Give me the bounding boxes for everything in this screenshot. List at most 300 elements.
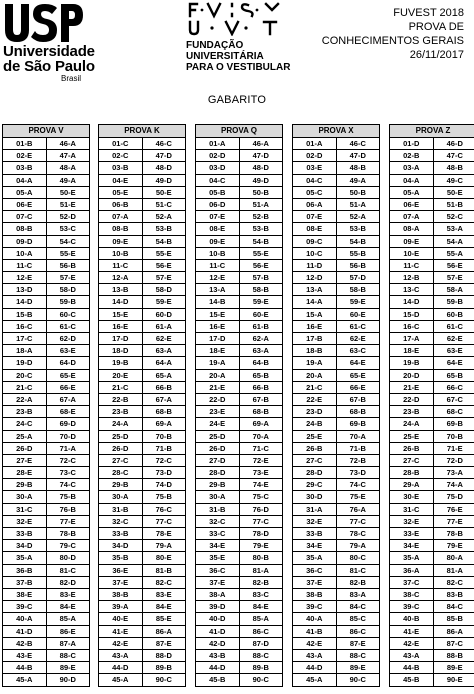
answer-cell: 45-B xyxy=(209,675,226,685)
table-row xyxy=(390,540,474,552)
table-row xyxy=(390,296,474,308)
exam-name-line1: PROVA DE xyxy=(408,21,464,33)
answer-cell: 03-E xyxy=(306,163,323,173)
answer-cell: 22-E xyxy=(306,394,323,404)
answer-cell: 77-E xyxy=(433,516,474,527)
answer-cell: 53-B xyxy=(239,223,283,234)
table-row xyxy=(196,333,282,345)
table-row xyxy=(293,406,379,418)
answer-cell: 30-D xyxy=(306,492,323,502)
answer-cell: 05-C xyxy=(306,187,323,197)
answer-cell: 46-A xyxy=(46,138,90,149)
answer-cell: 51-A xyxy=(336,199,380,210)
table-row xyxy=(99,504,185,516)
table-row xyxy=(293,162,379,174)
table-row xyxy=(3,150,89,162)
answer-cell: 45-B xyxy=(403,675,420,685)
answer-cell: 39-C xyxy=(403,602,420,612)
table-row xyxy=(196,248,282,260)
answer-cell: 17-D xyxy=(112,334,129,343)
table-row xyxy=(3,467,89,479)
usp-name-line2: de São Paulo xyxy=(3,58,95,75)
answer-cell: 55-B xyxy=(336,248,380,259)
answer-cell: 67-A xyxy=(142,394,186,405)
answer-cell: 44-B xyxy=(403,663,420,673)
answer-cell: 01-A xyxy=(306,139,323,148)
answer-cell: 34-E xyxy=(403,541,420,551)
answer-cell: 89-E xyxy=(433,662,474,673)
answer-cell: 60-E xyxy=(239,309,283,320)
answer-cell: 25-E xyxy=(306,431,323,441)
answer-cell: 17-B xyxy=(306,334,323,343)
answer-cell: 29-B xyxy=(112,480,129,490)
answer-cell: 24-A xyxy=(403,419,420,429)
answer-cell: 08-B xyxy=(112,224,129,234)
answer-cell: 44-D xyxy=(209,663,226,673)
answer-cell: 57-E xyxy=(433,272,474,283)
answer-cell: 36-B xyxy=(16,565,33,575)
answer-cell: 11-C xyxy=(112,260,129,270)
answer-cell: 34-E xyxy=(306,541,323,551)
table-row xyxy=(196,626,282,638)
table-row xyxy=(99,309,185,321)
table-row xyxy=(99,479,185,491)
table-row xyxy=(196,504,282,516)
answer-cell: 75-D xyxy=(433,491,474,502)
answer-cell: 06-A xyxy=(306,199,323,209)
answer-cell: 12-B xyxy=(403,273,420,283)
answer-cell: 85-C xyxy=(336,613,380,624)
answer-cell: 77-C xyxy=(142,516,186,527)
table-row xyxy=(3,370,89,382)
answer-cell: 69-A xyxy=(142,418,186,429)
table-row xyxy=(293,577,379,589)
answer-cell: 85-A xyxy=(46,613,90,624)
table-row xyxy=(390,394,474,406)
answer-cell: 39-C xyxy=(306,602,323,612)
table-row xyxy=(390,382,474,394)
answer-cell: 65-A xyxy=(142,370,186,381)
table-row xyxy=(3,577,89,589)
table-row xyxy=(99,638,185,650)
answer-cell: 74-E xyxy=(239,479,283,490)
answer-cell: 22-A xyxy=(16,394,33,404)
answer-cell: 38-E xyxy=(16,589,33,599)
answer-cell: 53-A xyxy=(433,223,474,234)
table-row xyxy=(99,272,185,284)
answer-cell: 27-D xyxy=(209,455,226,465)
answer-cell: 11-D xyxy=(306,260,323,270)
table-row xyxy=(99,248,185,260)
answer-cell: 62-E xyxy=(142,333,186,344)
table-row xyxy=(3,357,89,369)
answer-cell: 38-C xyxy=(403,589,420,599)
answer-cell: 16-C xyxy=(16,321,33,331)
table-row xyxy=(99,357,185,369)
table-row xyxy=(196,260,282,272)
table-row xyxy=(196,491,282,503)
answer-cell: 62-A xyxy=(239,333,283,344)
answer-cell: 87-C xyxy=(433,638,474,649)
answer-cell: 68-B xyxy=(239,406,283,417)
table-row xyxy=(3,638,89,650)
answer-cell: 55-E xyxy=(142,248,186,259)
answer-cell: 04-A xyxy=(403,175,420,185)
answer-cell: 57-E xyxy=(142,272,186,283)
table-row xyxy=(293,443,379,455)
answer-cell: 21-E xyxy=(403,382,420,392)
answer-cell: 27-C xyxy=(306,455,323,465)
answer-cell: 29-B xyxy=(209,480,226,490)
answer-cell: 47-A xyxy=(46,150,90,161)
answer-cell: 19-D xyxy=(16,358,33,368)
answer-cell: 01-B xyxy=(16,139,33,148)
answer-cell: 12-D xyxy=(306,273,323,283)
table-row xyxy=(3,565,89,577)
answer-cell: 54-B xyxy=(239,236,283,247)
table-row xyxy=(3,345,89,357)
answer-cell: 37-B xyxy=(16,577,33,587)
answer-cell: 90-D xyxy=(46,674,90,686)
answer-cell: 79-A xyxy=(336,540,380,551)
answer-table-header: PROVA Q xyxy=(196,125,282,138)
answer-cell: 87-E xyxy=(142,638,186,649)
table-row xyxy=(99,662,185,674)
answer-cell: 54-B xyxy=(142,236,186,247)
answer-cell: 24-C xyxy=(16,419,33,429)
answer-cell: 33-B xyxy=(306,529,323,538)
answer-cell: 85-A xyxy=(239,613,283,624)
answer-cell: 49-A xyxy=(336,175,380,186)
table-row xyxy=(196,589,282,601)
answer-cell: 05-B xyxy=(209,187,226,197)
answer-cell: 74-C xyxy=(46,479,90,490)
answer-cell: 14-D xyxy=(16,297,33,307)
answer-cell: 86-C xyxy=(239,626,283,637)
table-row xyxy=(293,626,379,638)
table-row xyxy=(99,187,185,199)
answer-cell: 66-B xyxy=(239,382,283,393)
answer-cell: 82-C xyxy=(142,577,186,588)
table-row xyxy=(293,296,379,308)
answer-cell: 84-E xyxy=(46,601,90,612)
answer-cell: 18-D xyxy=(112,346,129,356)
answer-cell: 10-A xyxy=(16,248,33,258)
table-row xyxy=(390,565,474,577)
table-row xyxy=(3,309,89,321)
table-row xyxy=(99,333,185,345)
table-row xyxy=(293,138,379,150)
answer-cell: 79-C xyxy=(46,540,90,551)
answer-cell: 51-B xyxy=(433,199,474,210)
answer-cell: 23-B xyxy=(112,407,129,417)
table-row xyxy=(99,443,185,455)
answer-cell: 56-E xyxy=(142,260,186,271)
table-row xyxy=(196,674,282,686)
table-row xyxy=(3,211,89,223)
answer-cell: 66-E xyxy=(46,382,90,393)
answer-table xyxy=(292,124,380,687)
answer-cell: 13-B xyxy=(112,285,129,295)
table-row xyxy=(3,540,89,552)
answer-cell: 87-E xyxy=(336,638,380,649)
answer-cell: 64-E xyxy=(433,357,474,368)
answer-cell: 02-D xyxy=(306,151,323,161)
answer-cell: 01-A xyxy=(209,139,226,148)
answer-cell: 08-B xyxy=(16,224,33,234)
answer-cell: 56-E xyxy=(239,260,283,271)
answer-cell: 10-B xyxy=(112,248,129,258)
answer-cell: 28-E xyxy=(16,468,33,478)
table-row xyxy=(293,504,379,516)
answer-cell: 24-A xyxy=(112,419,129,429)
answer-cell: 76-E xyxy=(433,504,474,515)
answer-cell: 35-A xyxy=(16,553,33,563)
answer-cell: 43-B xyxy=(209,650,226,660)
answer-cell: 02-D xyxy=(209,151,226,161)
table-row xyxy=(293,333,379,345)
answer-cell: 59-E xyxy=(239,296,283,307)
answer-cell: 50-E xyxy=(142,187,186,198)
exam-info xyxy=(322,6,464,62)
answer-cell: 41-E xyxy=(112,626,129,636)
answer-cell: 48-D xyxy=(239,162,283,173)
answer-cell: 53-C xyxy=(46,223,90,234)
table-row xyxy=(293,382,379,394)
answer-cell: 07-C xyxy=(16,212,33,222)
table-row xyxy=(99,370,185,382)
answer-cell: 49-A xyxy=(46,175,90,186)
table-row xyxy=(390,236,474,248)
table-row xyxy=(3,674,89,686)
answer-cell: 71-B xyxy=(142,443,186,454)
answer-cell: 16-E xyxy=(306,321,323,331)
answer-cell: 38-B xyxy=(306,589,323,599)
answer-cell: 11-C xyxy=(403,260,420,270)
answer-cell: 51-E xyxy=(46,199,90,210)
table-row xyxy=(390,431,474,443)
answer-cell: 46-A xyxy=(239,138,283,149)
answer-cell: 34-D xyxy=(112,541,129,551)
answer-cell: 22-D xyxy=(209,394,226,404)
table-row xyxy=(196,345,282,357)
table-row xyxy=(196,223,282,235)
table-row xyxy=(293,223,379,235)
table-row xyxy=(99,467,185,479)
answer-cell: 80-B xyxy=(239,552,283,563)
answer-cell: 07-A xyxy=(112,212,129,222)
answer-cell: 15-A xyxy=(306,309,323,319)
answer-cell: 30-A xyxy=(16,492,33,502)
answer-cell: 55-A xyxy=(433,248,474,259)
answer-cell: 81-C xyxy=(46,565,90,576)
table-row xyxy=(3,260,89,272)
answer-cell: 33-B xyxy=(16,529,33,538)
table-row xyxy=(3,516,89,528)
answer-cell: 48-D xyxy=(142,162,186,173)
table-row xyxy=(3,296,89,308)
table-row xyxy=(3,443,89,455)
table-row xyxy=(99,296,185,308)
answer-cell: 83-E xyxy=(142,589,186,600)
table-row xyxy=(99,150,185,162)
answer-cell: 40-A xyxy=(306,614,323,624)
table-row xyxy=(293,418,379,430)
table-row xyxy=(196,162,282,174)
answer-cell: 41-D xyxy=(16,626,33,636)
answer-cell: 35-A xyxy=(306,553,323,563)
answer-cell: 73-D xyxy=(142,467,186,478)
table-row xyxy=(293,236,379,248)
answer-cell: 42-E xyxy=(306,638,323,648)
table-row xyxy=(196,467,282,479)
answer-cell: 72-C xyxy=(46,455,90,466)
table-row xyxy=(99,382,185,394)
answer-cell: 32-E xyxy=(306,516,323,526)
table-row xyxy=(293,431,379,443)
answer-cell: 83-B xyxy=(433,589,474,600)
answer-cell: 61-A xyxy=(142,321,186,332)
table-row xyxy=(390,211,474,223)
table-row xyxy=(196,211,282,223)
answer-cell: 84-C xyxy=(433,601,474,612)
answer-cell: 86-E xyxy=(46,626,90,637)
answer-cell: 47-D xyxy=(239,150,283,161)
table-row xyxy=(196,565,282,577)
answer-cell: 68-E xyxy=(46,406,90,417)
answer-cell: 19-A xyxy=(306,358,323,368)
answer-cell: 32-E xyxy=(16,516,33,526)
table-row xyxy=(196,187,282,199)
answer-cell: 16-E xyxy=(209,321,226,331)
answer-cell: 16-C xyxy=(403,321,420,331)
answer-cell: 29-A xyxy=(403,480,420,490)
table-row xyxy=(390,370,474,382)
table-row xyxy=(196,284,282,296)
answer-cell: 75-C xyxy=(239,491,283,502)
answer-cell: 49-C xyxy=(433,175,474,186)
answer-cell: 46-D xyxy=(433,138,474,149)
answer-cell: 73-D xyxy=(336,467,380,478)
answer-cell: 29-B xyxy=(16,480,33,490)
answer-cell: 78-C xyxy=(336,528,380,539)
table-row xyxy=(196,638,282,650)
answer-cell: 34-E xyxy=(209,541,226,551)
table-row xyxy=(196,199,282,211)
table-row xyxy=(3,284,89,296)
answer-cell: 03-B xyxy=(16,163,33,173)
answer-cell: 42-E xyxy=(403,638,420,648)
answer-cell: 31-B xyxy=(112,504,129,514)
table-row xyxy=(293,565,379,577)
usp-name-line1: Universidade xyxy=(3,43,95,60)
usp-name xyxy=(3,44,95,74)
answer-cell: 39-C xyxy=(16,602,33,612)
answer-cell: 31-B xyxy=(209,504,226,514)
answer-cell: 30-E xyxy=(403,492,420,502)
answer-cell: 55-E xyxy=(239,248,283,259)
answer-cell: 41-B xyxy=(306,626,323,636)
answer-cell: 33-E xyxy=(403,529,420,538)
table-row xyxy=(99,516,185,528)
answer-cell: 59-E xyxy=(142,296,186,307)
answer-cell: 71-E xyxy=(433,443,474,454)
table-row xyxy=(99,223,185,235)
answer-cell: 74-C xyxy=(336,479,380,490)
answer-cell: 46-C xyxy=(142,138,186,149)
answer-cell: 65-B xyxy=(433,370,474,381)
answer-cell: 83-E xyxy=(46,589,90,600)
answer-cell: 64-A xyxy=(142,357,186,368)
answer-cell: 58-D xyxy=(142,284,186,295)
answer-cell: 35-B xyxy=(112,553,129,563)
table-row xyxy=(196,577,282,589)
table-row xyxy=(196,540,282,552)
answer-cell: 86-A xyxy=(142,626,186,637)
answer-cell: 04-C xyxy=(209,175,226,185)
answer-cell: 12-A xyxy=(112,273,129,283)
fuvest-logo-mark xyxy=(186,2,282,36)
answer-cell: 13-A xyxy=(306,285,323,295)
answer-cell: 26-B xyxy=(306,443,323,453)
answer-cell: 61-C xyxy=(46,321,90,332)
answer-cell: 17-D xyxy=(209,334,226,343)
table-row xyxy=(196,406,282,418)
table-row xyxy=(3,187,89,199)
answer-cell: 71-B xyxy=(336,443,380,454)
answer-cell: 08-E xyxy=(306,224,323,234)
answer-table xyxy=(2,124,90,687)
answer-cell: 77-C xyxy=(239,516,283,527)
answer-cell: 69-D xyxy=(46,418,90,429)
answer-cell: 87-A xyxy=(46,638,90,649)
answer-cell: 23-B xyxy=(16,407,33,417)
answer-cell: 18-E xyxy=(209,346,226,356)
answer-cell: 44-B xyxy=(16,663,33,673)
table-row xyxy=(390,418,474,430)
table-row xyxy=(99,552,185,564)
answer-cell: 55-E xyxy=(46,248,90,259)
answer-cell: 03-A xyxy=(403,163,420,173)
answer-cell: 43-A xyxy=(112,650,129,660)
answer-cell: 62-D xyxy=(46,333,90,344)
answer-cell: 53-B xyxy=(336,223,380,234)
answer-cell: 38-B xyxy=(112,589,129,599)
answer-cell: 25-D xyxy=(209,431,226,441)
answer-cell: 23-B xyxy=(403,407,420,417)
answer-cell: 63-E xyxy=(433,345,474,356)
answer-cell: 60-D xyxy=(142,309,186,320)
answer-cell: 75-B xyxy=(142,491,186,502)
answer-cell: 43-E xyxy=(16,650,33,660)
answer-cell: 37-E xyxy=(209,577,226,587)
table-row xyxy=(196,479,282,491)
table-row xyxy=(390,272,474,284)
answer-table xyxy=(195,124,283,687)
table-row xyxy=(390,504,474,516)
answer-cell: 38-A xyxy=(209,589,226,599)
answer-cell: 46-C xyxy=(336,138,380,149)
table-row xyxy=(390,345,474,357)
answer-cell: 45-A xyxy=(16,675,33,685)
table-row xyxy=(293,394,379,406)
answer-cell: 76-D xyxy=(239,504,283,515)
table-row xyxy=(293,370,379,382)
table-row xyxy=(293,552,379,564)
table-row xyxy=(293,601,379,613)
answer-cell: 17-A xyxy=(403,334,420,343)
answer-cell: 22-B xyxy=(112,394,129,404)
